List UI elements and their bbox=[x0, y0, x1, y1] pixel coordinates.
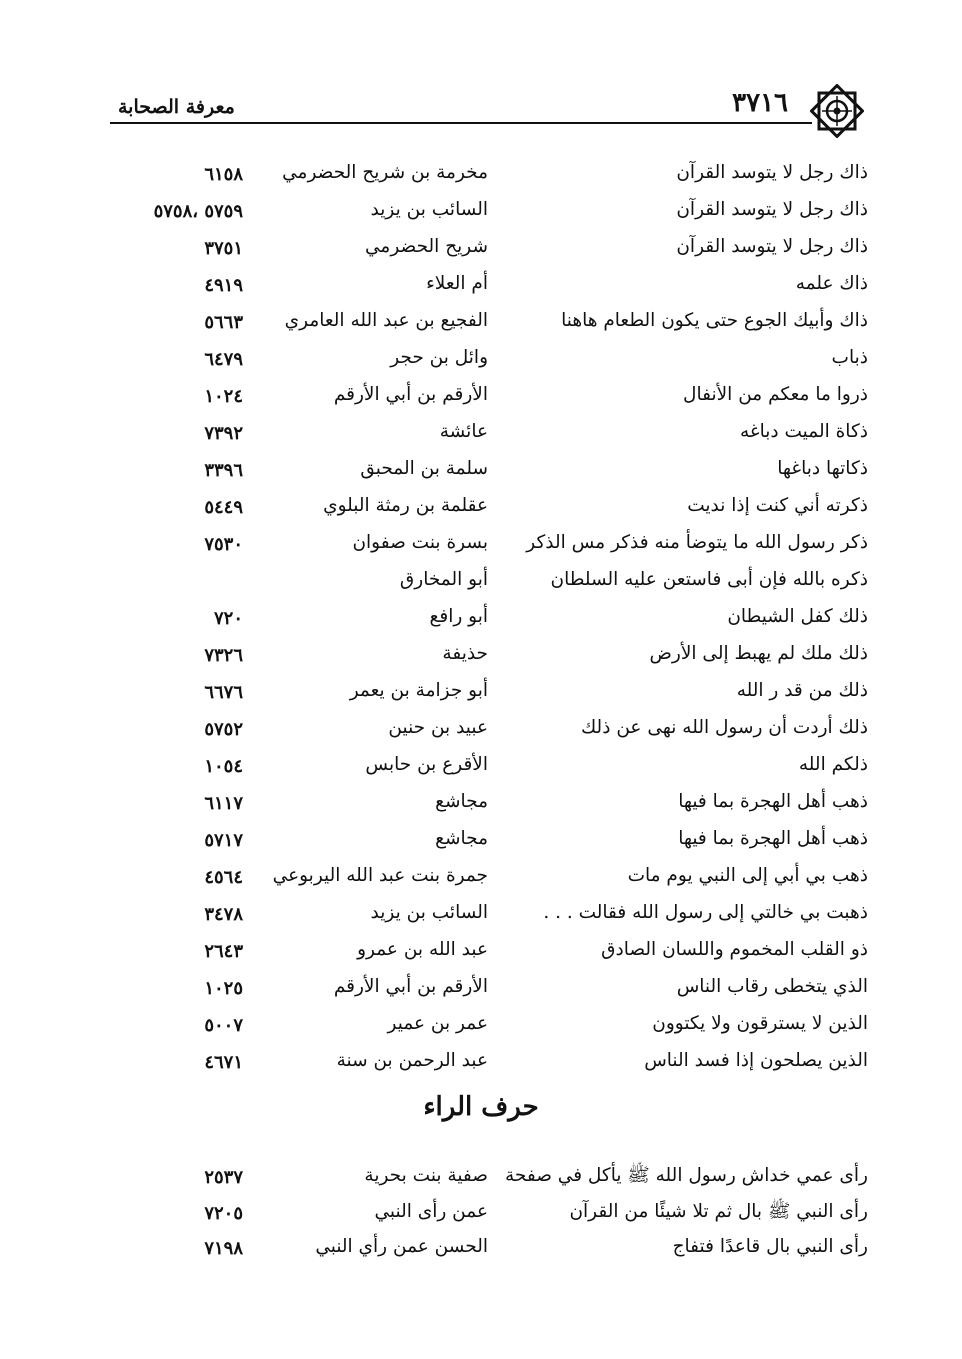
hadith-number: ٥٦٦٣ bbox=[204, 312, 243, 333]
hadith-text: ذاك علمه bbox=[795, 273, 868, 294]
hadith-text: ذهب بي أبي إلى النبي يوم مات bbox=[627, 865, 868, 886]
index-row bbox=[118, 1048, 873, 1085]
index-row bbox=[118, 234, 873, 271]
index-row bbox=[118, 678, 873, 715]
index-row bbox=[118, 715, 873, 752]
hadith-number: ٦١١٧ bbox=[204, 793, 243, 814]
section-entries bbox=[118, 1163, 873, 1270]
narrator-name: مخرمة بن شريح الحضرمي bbox=[282, 162, 488, 183]
narrator-name: وائل بن حجر bbox=[390, 347, 488, 368]
index-row bbox=[118, 345, 873, 382]
index-row bbox=[118, 863, 873, 900]
narrator-name: السائب بن يزيد bbox=[370, 902, 488, 923]
hadith-text: الذي يتخطى رقاب الناس bbox=[676, 976, 868, 997]
index-row bbox=[118, 1199, 873, 1235]
hadith-text: ذلك من قد ر الله bbox=[736, 680, 868, 701]
index-row bbox=[118, 752, 873, 789]
narrator-name: أم العلاء bbox=[426, 273, 488, 294]
hadith-text: ذلك ملك لم يهبط إلى الأرض bbox=[649, 643, 868, 664]
index-entries bbox=[118, 160, 873, 1085]
header-rule bbox=[110, 122, 812, 124]
hadith-text: ذاك رجل لا يتوسد القرآن bbox=[676, 199, 868, 220]
hadith-text: ذلك أردت أن رسول الله نهى عن ذلك bbox=[580, 717, 868, 738]
hadith-text: ذروا ما معكم من الأنفال bbox=[683, 384, 868, 405]
narrator-name: جمرة بنت عبد الله اليربوعي bbox=[272, 865, 488, 886]
hadith-text: الذين لا يسترقون ولا يكتوون bbox=[652, 1013, 868, 1034]
index-row bbox=[118, 456, 873, 493]
index-row bbox=[118, 419, 873, 456]
hadith-number: ٦١٥٨ bbox=[204, 164, 243, 185]
narrator-name: حذيفة bbox=[442, 643, 488, 664]
narrator-name: صفية بنت بحرية bbox=[364, 1165, 488, 1186]
hadith-number: ٦٤٧٩ bbox=[204, 349, 243, 370]
narrator-name: الأرقم بن أبي الأرقم bbox=[333, 384, 488, 405]
narrator-name: عقلمة بن رمثة البلوي bbox=[323, 495, 488, 516]
hadith-number: ٤٩١٩ bbox=[204, 275, 243, 296]
hadith-number: ١٠٢٥ bbox=[204, 978, 243, 999]
index-row bbox=[118, 567, 873, 604]
index-row bbox=[118, 900, 873, 937]
hadith-number: ٤٦٧١ bbox=[204, 1052, 243, 1073]
octagonal-star-ornament-icon bbox=[810, 84, 864, 138]
narrator-name: أبو جزامة بن يعمر bbox=[349, 680, 488, 701]
index-row bbox=[118, 937, 873, 974]
narrator-name: مجاشع bbox=[435, 791, 488, 812]
index-row bbox=[118, 160, 873, 197]
index-row bbox=[118, 641, 873, 678]
hadith-text: ذباب bbox=[831, 347, 868, 368]
hadith-number: ١٠٢٤ bbox=[204, 386, 243, 407]
index-row bbox=[118, 308, 873, 345]
narrator-name: عائشة bbox=[439, 421, 488, 442]
page-header bbox=[110, 82, 870, 132]
hadith-text: ذاك وأبيك الجوع حتى يكون الطعام هاهنا bbox=[561, 310, 868, 331]
page-number: ٣٧١٦ bbox=[732, 88, 788, 118]
hadith-number: ٢٥٣٧ bbox=[204, 1167, 243, 1188]
index-row bbox=[118, 789, 873, 826]
hadith-number: ٧٣٩٢ bbox=[204, 423, 243, 444]
index-row bbox=[118, 382, 873, 419]
hadith-text: ذكره بالله فإن أبى فاستعن عليه السلطان bbox=[550, 569, 868, 590]
hadith-text: ذكر رسول الله ما يتوضأ منه فذكر مس الذكر bbox=[526, 532, 868, 553]
hadith-text: ذكاتها دباغها bbox=[777, 458, 868, 479]
narrator-name: بسرة بنت صفوان bbox=[352, 532, 488, 553]
hadith-text: ذهب أهل الهجرة بما فيها bbox=[678, 828, 868, 849]
hadith-text: الذين يصلحون إذا فسد الناس bbox=[644, 1050, 868, 1071]
hadith-number: ٢٦٤٣ bbox=[204, 941, 243, 962]
hadith-number: ٣٧٥١ bbox=[204, 238, 243, 259]
index-row bbox=[118, 1011, 873, 1048]
hadith-number: ٧٢٠ bbox=[213, 608, 243, 629]
hadith-number: ٥٧٥٩ ،٥٧٥٨ bbox=[153, 201, 243, 222]
index-row bbox=[118, 271, 873, 308]
narrator-name: الأقرع بن حابس bbox=[365, 754, 488, 775]
narrator-name: أبو رافع bbox=[429, 606, 488, 627]
narrator-name: سلمة بن المحبق bbox=[360, 458, 488, 479]
hadith-text: ذلكم الله bbox=[798, 754, 868, 775]
hadith-text: ذهبت بي خالتي إلى رسول الله فقالت . . . bbox=[543, 902, 868, 923]
hadith-number: ٦٦٧٦ bbox=[204, 682, 243, 703]
hadith-text: رأى النبي ﷺ بال ثم تلا شيئًا من القرآن bbox=[569, 1200, 868, 1222]
hadith-text: ذكرته أني كنت إذا نديت bbox=[687, 495, 868, 516]
hadith-text: رأى عمي خداش رسول الله ﷺ يأكل في صفحة bbox=[504, 1165, 868, 1186]
hadith-number: ٧٥٣٠ bbox=[204, 534, 243, 555]
hadith-number: ٣٤٧٨ bbox=[204, 904, 243, 925]
hadith-text: ذلك كفل الشيطان bbox=[727, 606, 868, 627]
narrator-name: عبد الرحمن بن سنة bbox=[336, 1050, 488, 1071]
hadith-text: ذهب أهل الهجرة بما فيها bbox=[678, 791, 868, 812]
hadith-number: ٧١٩٨ bbox=[204, 1238, 243, 1259]
hadith-number: ٣٣٩٦ bbox=[204, 460, 243, 481]
narrator-name: الأرقم بن أبي الأرقم bbox=[333, 976, 488, 997]
index-row bbox=[118, 974, 873, 1011]
hadith-number: ٥٤٤٩ bbox=[204, 497, 243, 518]
index-row bbox=[118, 1234, 873, 1270]
hadith-number: ٤٥٦٤ bbox=[204, 867, 243, 888]
section-heading: حرف الراء bbox=[423, 1092, 539, 1122]
narrator-name: شريح الحضرمي bbox=[365, 236, 488, 257]
index-row bbox=[118, 493, 873, 530]
narrator-name: أبو المخارق bbox=[399, 569, 488, 590]
hadith-number: ٧٢٠٥ bbox=[204, 1202, 243, 1224]
hadith-text: ذاك رجل لا يتوسد القرآن bbox=[676, 162, 868, 183]
narrator-name: عمن رأى النبي bbox=[374, 1200, 488, 1222]
index-row bbox=[118, 530, 873, 567]
hadith-number: ٥٠٠٧ bbox=[204, 1015, 243, 1036]
narrator-name: عبيد بن حنين bbox=[388, 717, 488, 738]
narrator-name: الحسن عمن رأي النبي bbox=[315, 1236, 488, 1257]
index-row bbox=[118, 604, 873, 641]
hadith-text: ذاك رجل لا يتوسد القرآن bbox=[676, 236, 868, 257]
hadith-text: رأى النبي بال قاعدًا فتفاج bbox=[672, 1236, 868, 1257]
hadith-text: ذكاة الميت دباغه bbox=[740, 421, 868, 442]
index-row bbox=[118, 826, 873, 863]
hadith-number: ١٠٥٤ bbox=[204, 756, 243, 777]
narrator-name: مجاشع bbox=[435, 828, 488, 849]
hadith-number: ٧٣٢٦ bbox=[204, 645, 243, 666]
narrator-name: عمر بن عمير bbox=[387, 1013, 488, 1034]
narrator-name: السائب بن يزيد bbox=[370, 199, 488, 220]
narrator-name: عبد الله بن عمرو bbox=[357, 939, 488, 960]
index-row bbox=[118, 1163, 873, 1199]
book-title: معرفة الصحابة bbox=[118, 96, 235, 118]
narrator-name: الفجيع بن عبد الله العامري bbox=[284, 310, 488, 331]
hadith-text: ذو القلب المخموم واللسان الصادق bbox=[601, 939, 868, 960]
hadith-number: ٥٧٥٢ bbox=[204, 719, 243, 740]
index-row bbox=[118, 197, 873, 234]
hadith-number: ٥٧١٧ bbox=[204, 830, 243, 851]
